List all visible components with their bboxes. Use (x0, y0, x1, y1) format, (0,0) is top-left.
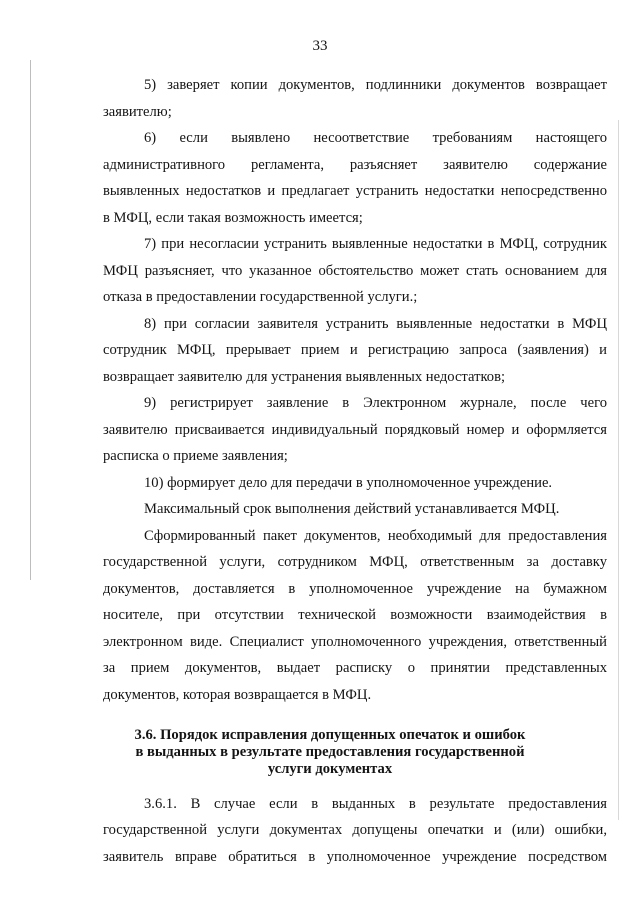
text-line: 6) если выявлено несоответствие требованиям настоящего (144, 130, 607, 146)
text-line: 5) заверяет копии документов, подлинники документов возвращает (144, 77, 607, 93)
text-line: документов, доставляется в уполномоченное учреждение на бумажном (103, 581, 607, 597)
page-number: 33 (312, 38, 328, 54)
heading-line: услуги документах (267, 761, 393, 777)
text-line: государственной услуги, сотрудником МФЦ, ответственным за доставку (103, 554, 607, 570)
text-line: носителе, при отсутствии технической возможности взаимодействия в (103, 607, 607, 623)
text-line: электронном виде. Специалист уполномоченного учреждения, ответственный (103, 634, 607, 650)
text-line: отказа в предоставлении государственной услуги.; (103, 289, 418, 305)
text-line: Максимальный срок выполнения действий устанавливается МФЦ. (144, 501, 560, 517)
text-line: 7) при несогласии устранить выявленные недостатки в МФЦ, сотрудник (144, 236, 607, 252)
scan-edge-mark (618, 120, 619, 820)
text-line: заявитель вправе обратиться в уполномоченное учреждение посредством (103, 849, 607, 865)
text-line: за прием документов, выдает расписку о принятии представленных (103, 660, 607, 676)
text-line: заявителю присваивается индивидуальный порядковый номер и оформляется (103, 422, 607, 438)
text-line: 8) при согласии заявителя устранить выявленные недостатки в МФЦ (144, 316, 607, 332)
heading-line: 3.6. Порядок исправления допущенных опечаток и ошибок (134, 727, 526, 743)
text-line: возвращает заявителю для устранения выявленных недостатков; (103, 369, 506, 385)
text-line: 10) формирует дело для передачи в уполномоченное учреждение. (144, 475, 553, 491)
text-line: государственной услуги документах допущены опечатки и (или) ошибки, (103, 822, 607, 838)
text-line: расписка о приеме заявления; (103, 448, 288, 464)
text-line: 9) регистрирует заявление в Электронном журнале, после чего (144, 395, 607, 411)
text-line: 3.6.1. В случае если в выданных в результате предоставления (144, 796, 607, 812)
text-line: документов, которая возвращается в МФЦ. (103, 687, 372, 703)
text-line: заявителю; (103, 104, 172, 120)
text-line: административного регламента, разъясняет заявителю содержание (103, 157, 607, 173)
text-line: сотрудник МФЦ, прерывает прием и регистрацию запроса (заявления) и (103, 342, 607, 358)
heading-line: в выданных в результате предоставления государственной (135, 744, 525, 760)
text-line: выявленных недостатков и предлагает устранить недостатки непосредственно (103, 183, 607, 199)
text-line: в МФЦ, если такая возможность имеется; (103, 210, 363, 226)
scan-edge-mark (30, 60, 31, 580)
text-line: Сформированный пакет документов, необходимый для предоставления (144, 528, 607, 544)
text-line: МФЦ разъясняет, что указанное обстоятельство может стать основанием для (103, 263, 607, 279)
